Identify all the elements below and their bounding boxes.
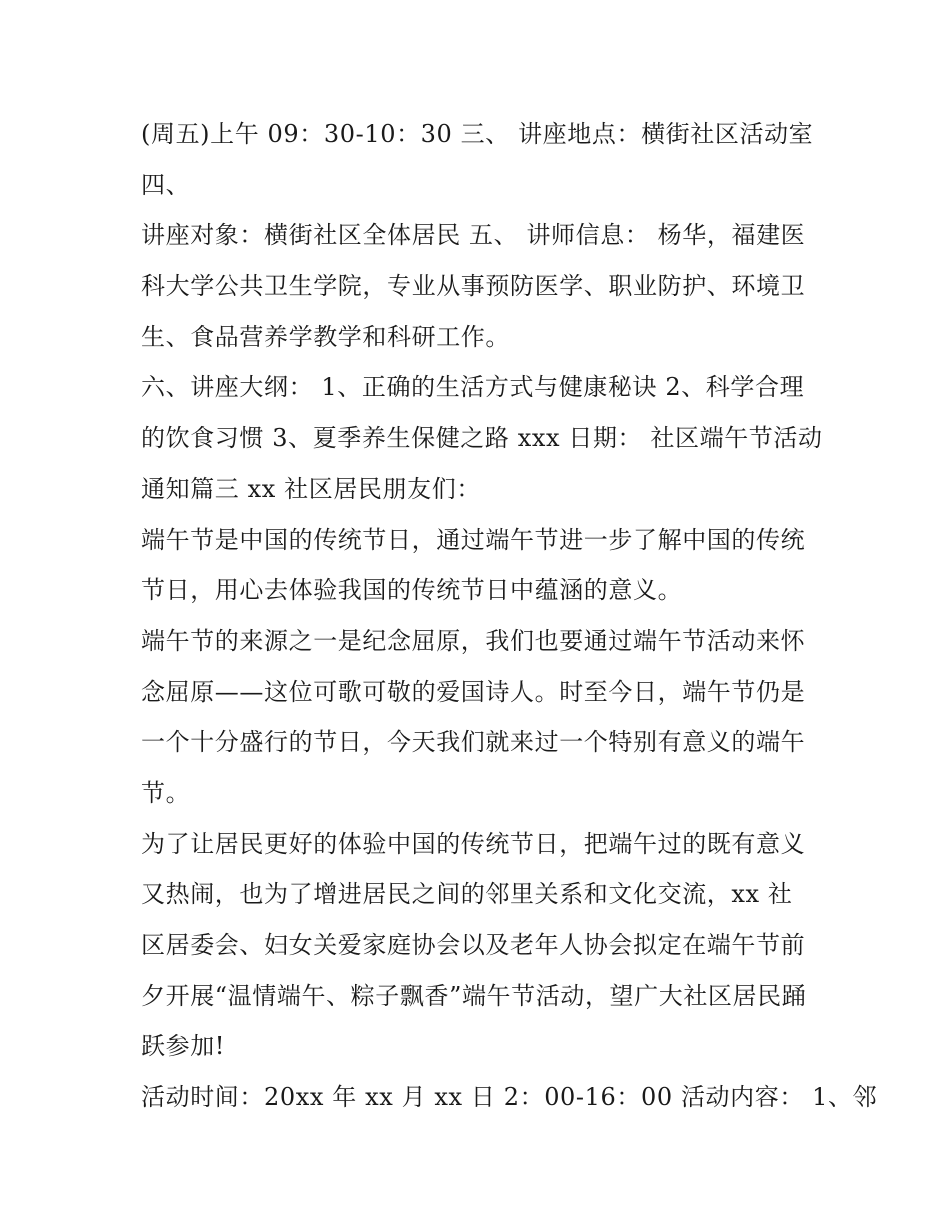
- text-line: (周五)上午 09：30-10：30 三、 讲座地点：横街社区活动室: [141, 120, 814, 148]
- text-line: 生、食品营养学教学和科研工作。: [141, 322, 510, 351]
- text-line: 又热闹，也为了增进居民之间的邻里关系和文化交流，xx 社: [141, 880, 793, 909]
- text-line: 活动时间：20xx 年 xx 月 xx 日 2：00-16：00 活动内容： 1、邻: [141, 1083, 878, 1112]
- text-line: 节日，用心去体验我国的传统节日中蕴涵的意义。: [141, 576, 683, 605]
- text-line: 六、讲座大纲： 1、正确的生活方式与健康秘诀 2、科学合理: [141, 373, 805, 402]
- text-line: 为了让居民更好的体验中国的传统节日，把端午过的既有意义: [141, 829, 806, 858]
- text-line: 的饮食习惯 3、夏季养生保健之路 xxx 日期： 社区端午节活动: [141, 424, 823, 453]
- text-line: 四、: [141, 170, 191, 199]
- text-line: 节。: [141, 778, 191, 807]
- text-line: 跃参加!: [141, 1032, 226, 1061]
- text-line: 念屈原——这位可歌可敬的爱国诗人。时至今日，端午节仍是: [141, 677, 806, 706]
- text-line: 讲座对象：横街社区全体居民 五、 讲师信息： 杨华，福建医: [141, 221, 806, 250]
- text-line: 通知篇三 xx 社区居民朋友们：: [141, 474, 481, 503]
- text-line: 一个十分盛行的节日，今天我们就来过一个特别有意义的端午: [141, 728, 806, 757]
- text-line: 端午节的来源之一是纪念屈原，我们也要通过端午节活动来怀: [141, 626, 806, 655]
- text-line: 端午节是中国的传统节日，通过端午节进一步了解中国的传统: [141, 525, 806, 554]
- text-line: 科大学公共卫生学院，专业从事预防医学、职业防护、环境卫: [141, 272, 806, 301]
- text-line: 夕开展“温情端午、粽子飘香”端午节活动，望广大社区居民踊: [141, 981, 807, 1010]
- document-body: [141, 109, 878, 1123]
- text-line: 区居委会、妇女关爱家庭协会以及老年人协会拟定在端午节前: [141, 931, 806, 959]
